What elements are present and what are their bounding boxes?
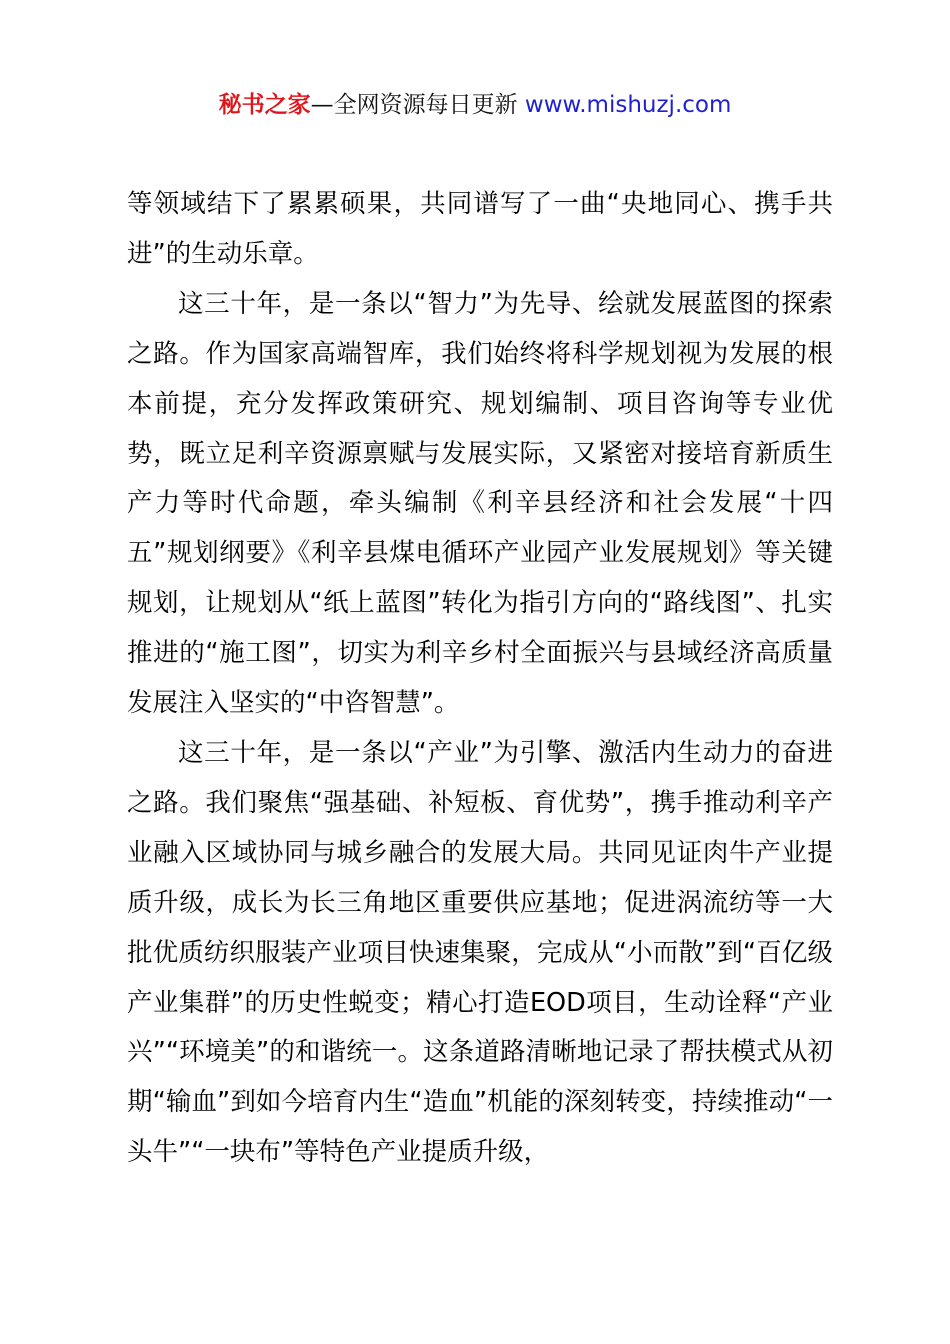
paragraph-1: 等领域结下了累累硕果，共同谱写了一曲“央地同心、携手共进”的生动乐章。 bbox=[127, 189, 833, 269]
paragraph-3: 这三十年，是一条以“产业”为引擎、激活内生动力的奋进之路。我们聚焦“强基础、补短板、育优势”，携手推动利辛产业融入区域协同与城乡融合的发展大局。共同见证肉牛产业提质升级，成长为长三角地区重要供应基地；促进涡流纺等一大批优质纺织服装产业项目快速集聚，完成从“小而散”到“百亿级产业集群”的历史性蜕变；精心打造EOD项目，生动诠释“产业兴”“环境美”的和谐统一。这条道路清晰地记录了帮扶模式从初期“输血”到如今培育内生“造血”机能的深刻转变，持续推动“一头牛”“一块布”等特色产业提质升级， bbox=[127, 737, 833, 1168]
document-body bbox=[127, 180, 833, 1178]
header-slogan: —全网资源每日更新 bbox=[310, 92, 525, 118]
brand-name: 秘书之家 bbox=[218, 92, 311, 118]
page-header bbox=[0, 88, 950, 122]
paragraph-2: 这三十年，是一条以“智力”为先导、绘就发展蓝图的探索之路。作为国家高端智库，我们始终将科学规划视为发展的根本前提，充分发挥政策研究、规划编制、项目咨询等专业优势，既立足利辛资源禀赋与发展实际，又紧密对接培育新质生产力等时代命题，牵头编制《利辛县经济和社会发展“十四五”规划纲要》《利辛县煤电循环产业园产业发展规划》等关键规划，让规划从“纸上蓝图”转化为指引方向的“路线图”、扎实推进的“施工图”，切实为利辛乡村全面振兴与县域经济高质量发展注入坚实的“中咨智慧”。 bbox=[127, 288, 833, 719]
site-url-link[interactable]: www.mishuzj.com bbox=[524, 92, 732, 118]
